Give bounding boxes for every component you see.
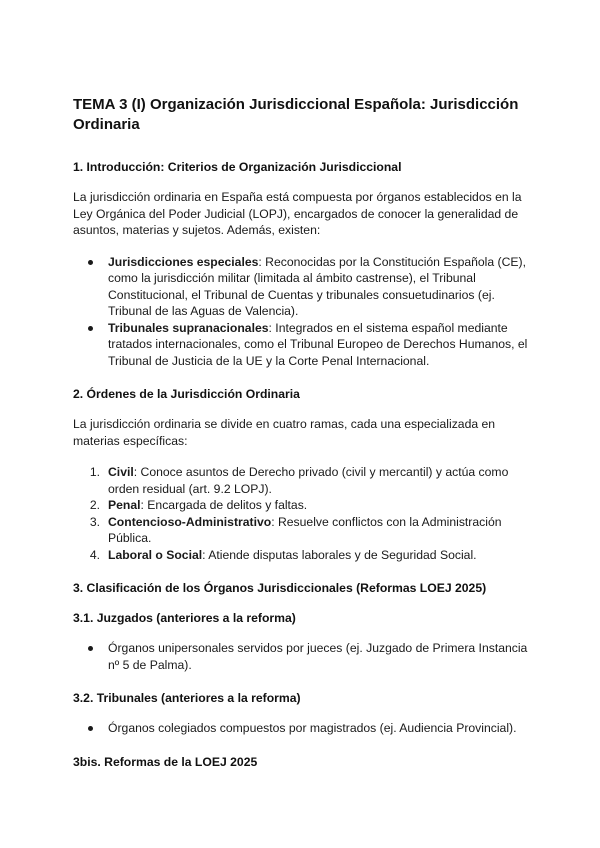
list-item	[73, 547, 533, 564]
section-1-paragraph: La jurisdicción ordinaria en España está compuesta por órganos establecidos en la Ley Orgánica del Poder Judicial (LOPJ), encargados de conocer la generalidad de asuntos, materias y sujetos. Además, existen:	[73, 190, 522, 237]
list-item	[73, 640, 533, 673]
section-1-list	[73, 254, 533, 370]
section-2-list	[73, 464, 533, 563]
list-item	[73, 514, 533, 547]
bullet-icon	[88, 646, 93, 651]
list-item	[73, 464, 533, 497]
bullet-icon	[88, 260, 93, 265]
list-item-term: Jurisdicciones especiales	[108, 254, 259, 269]
list-number: 1.	[89, 465, 100, 479]
section-2-heading: 2. Órdenes de la Jurisdicción Ordinaria	[73, 387, 300, 401]
list-item	[73, 320, 533, 370]
section-3bis-heading: 3bis. Reformas de la LOEJ 2025	[73, 754, 258, 769]
list-item-text: : Encargada de delitos y faltas.	[140, 498, 308, 512]
list-item-text: : Reconocidas por la Constitución Española (CE), como la jurisdicción militar (limitada al ámbito castrense), el Tribunal Constitucional, el Tribunal de Cuentas y tribunales consuetudinarios (ej. Tribunal de las Aguas de Valencia).	[108, 254, 526, 318]
list-item-text: : Atiende disputas laborales y de Seguridad Social.	[202, 547, 477, 562]
section-3-2-list	[73, 720, 533, 737]
list-item	[73, 254, 533, 320]
section-3-2-heading: 3.2. Tribunales (anteriores a la reforma)	[73, 691, 301, 705]
list-number: 2.	[89, 498, 100, 512]
section-3-1-heading: 3.1. Juzgados (anteriores a la reforma)	[73, 611, 296, 625]
list-item-term: Laboral o Social	[108, 547, 203, 562]
list-item-text: Órganos colegiados compuestos por magistrados (ej. Audiencia Provincial).	[108, 721, 517, 735]
list-item-text: Órganos unipersonales servidos por jueces (ej. Juzgado de Primera Instancia nº 5 de Palma).	[108, 641, 528, 672]
list-item-term: Penal	[108, 498, 141, 512]
section-3-1-list	[73, 640, 533, 673]
list-number: 4.	[89, 547, 100, 562]
section-1-heading: 1. Introducción: Criterios de Organización Jurisdiccional	[73, 160, 402, 174]
bullet-icon	[88, 726, 93, 731]
list-item	[73, 720, 533, 737]
list-item-text: : Conoce asuntos de Derecho privado (civil y mercantil) y actúa como orden residual (art. 9.2 LOPJ).	[108, 465, 509, 496]
list-item-term: Contencioso-Administrativo	[108, 514, 272, 529]
list-item	[73, 497, 533, 514]
list-item-term: Civil	[108, 465, 134, 479]
list-item-term: Tribunales supranacionales	[108, 320, 269, 335]
list-item-text: : Integrados en el sistema español mediante tratados internacionales, como el Tribunal Europeo de Derechos Humanos, el Tribunal de Justicia de la UE y la Corte Penal Internacional.	[108, 320, 528, 368]
list-item-text: : Resuelve conflictos con la Administración Pública.	[108, 514, 502, 545]
document-content	[73, 95, 533, 784]
document-title: TEMA 3 (I) Organización Jurisdiccional Española: Jurisdicción Ordinaria	[73, 96, 519, 133]
bullet-icon	[88, 326, 93, 331]
section-2-paragraph: La jurisdicción ordinaria se divide en cuatro ramas, cada una especializada en materias específicas:	[73, 417, 496, 448]
list-number: 3.	[89, 514, 100, 529]
section-3-heading: 3. Clasificación de los Órganos Jurisdiccionales (Reformas LOEJ 2025)	[73, 581, 487, 595]
